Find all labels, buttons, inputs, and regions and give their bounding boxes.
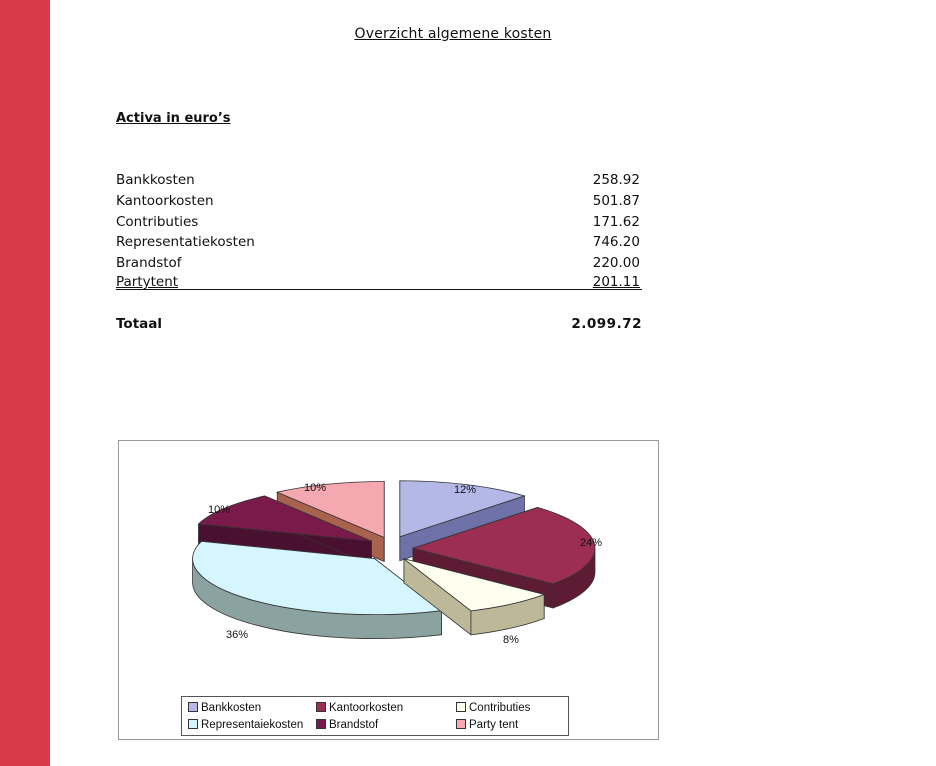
legend-label: Brandstof [329, 719, 379, 731]
legend-entry [316, 700, 403, 716]
cost-value: 220.00 [592, 255, 640, 271]
legend-label: Contributies [469, 702, 531, 714]
red-margin-bar [0, 0, 50, 766]
cost-value: 501.87 [592, 193, 640, 209]
cost-label: Bankkosten [116, 172, 195, 188]
total-divider [116, 289, 642, 290]
pie-data-label: 12% [453, 484, 477, 496]
page-title: Overzicht algemene kosten [354, 26, 552, 42]
legend-label: Party tent [469, 719, 519, 731]
total-row [116, 314, 642, 334]
cost-row [116, 212, 640, 232]
legend-swatch [316, 702, 326, 712]
legend-label: Representaiekosten [201, 719, 304, 731]
legend-swatch [188, 719, 198, 729]
cost-row [116, 170, 640, 190]
cost-label: Kantoorkosten [116, 193, 214, 209]
legend-label: Kantoorkosten [329, 702, 404, 714]
legend-label: Bankkosten [201, 702, 262, 714]
cost-row [116, 191, 640, 211]
pie-data-label: 24% [579, 537, 603, 549]
pie-data-label: 36% [225, 629, 249, 641]
cost-row [116, 232, 640, 252]
section-title: Activa in euro’s [116, 111, 231, 126]
legend-entry [456, 717, 518, 733]
legend-entry [316, 717, 378, 733]
legend-swatch [456, 719, 466, 729]
pie-data-label: 10% [303, 482, 327, 494]
chart-legend [181, 696, 569, 736]
cost-label: Representatiekosten [116, 234, 255, 250]
pie-data-label: 8% [503, 634, 519, 646]
legend-entry [456, 700, 530, 716]
total-label: Totaal [116, 316, 162, 332]
cost-label: Contributies [116, 214, 199, 230]
total-value: 2.099.72 [571, 316, 642, 332]
cost-label: Brandstof [116, 255, 182, 271]
cost-row [116, 253, 640, 273]
cost-value: 258.92 [592, 172, 640, 188]
cost-label: Partytent [116, 274, 179, 290]
pie-chart-svg [119, 441, 658, 739]
pie-data-label: 10% [207, 504, 231, 516]
legend-entry [188, 717, 303, 733]
pie-chart [118, 440, 659, 740]
cost-value: 171.62 [592, 214, 640, 230]
legend-swatch [188, 702, 198, 712]
legend-swatch [316, 719, 326, 729]
cost-value: 201.11 [592, 274, 640, 290]
legend-entry [188, 700, 261, 716]
legend-swatch [456, 702, 466, 712]
cost-value: 746.20 [592, 234, 640, 250]
